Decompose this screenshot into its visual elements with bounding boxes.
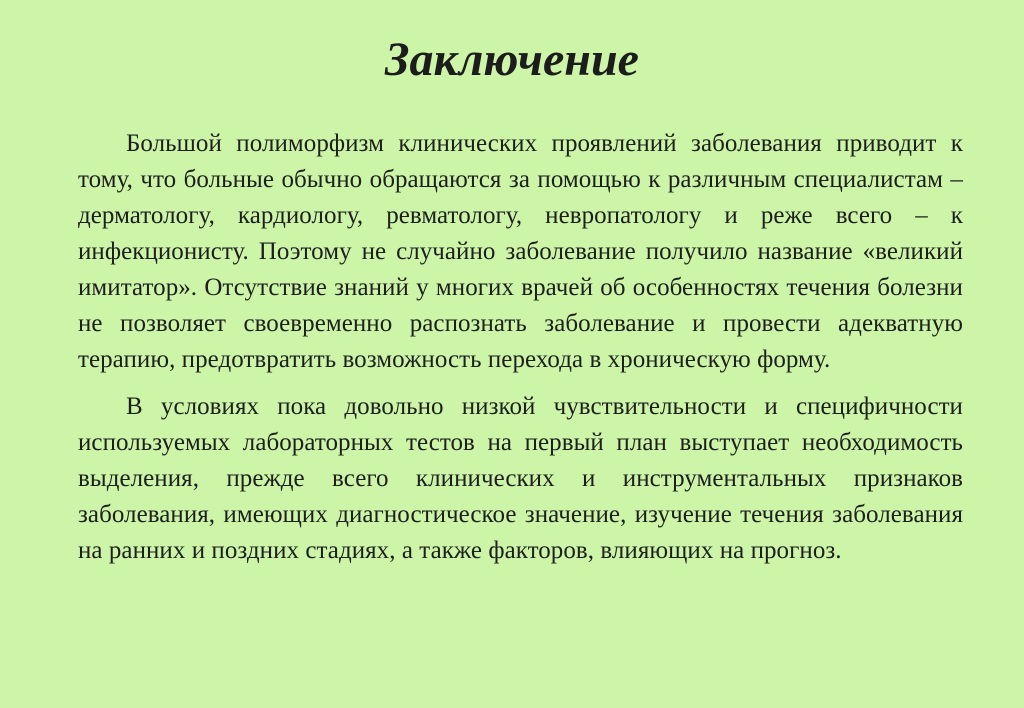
slide-title: Заключение [385,33,639,86]
paragraph-2: В условиях пока довольно низкой чувствительности и специфичности используемых лабораторных тестов на первый план выступает необходимость выделения, прежде всего клинических и инструментальных признаков заболевания, имеющих диагностическое значение, изучение течения заболевания на ранних и поздних стадиях, а также факторов, влияющих на прогноз. [78,393,963,564]
slide-body [78,126,963,569]
paragraph-1: Большой полиморфизм клинических проявлений заболевания приводит к тому, что больные обычно обращаются за помощью к различным специалистам – дерматологу, кардиологу, ревматологу, невропатологу и реже всего – к инфекционисту. Поэтому не случайно заболевание получило название «великий имитатор». Отсутствие знаний у многих врачей об особенностях течения болезни не позволяет своевременно распознать заболевание и провести адекватную терапию, предотвратить возможность перехода в хроническую форму. [78,130,963,373]
